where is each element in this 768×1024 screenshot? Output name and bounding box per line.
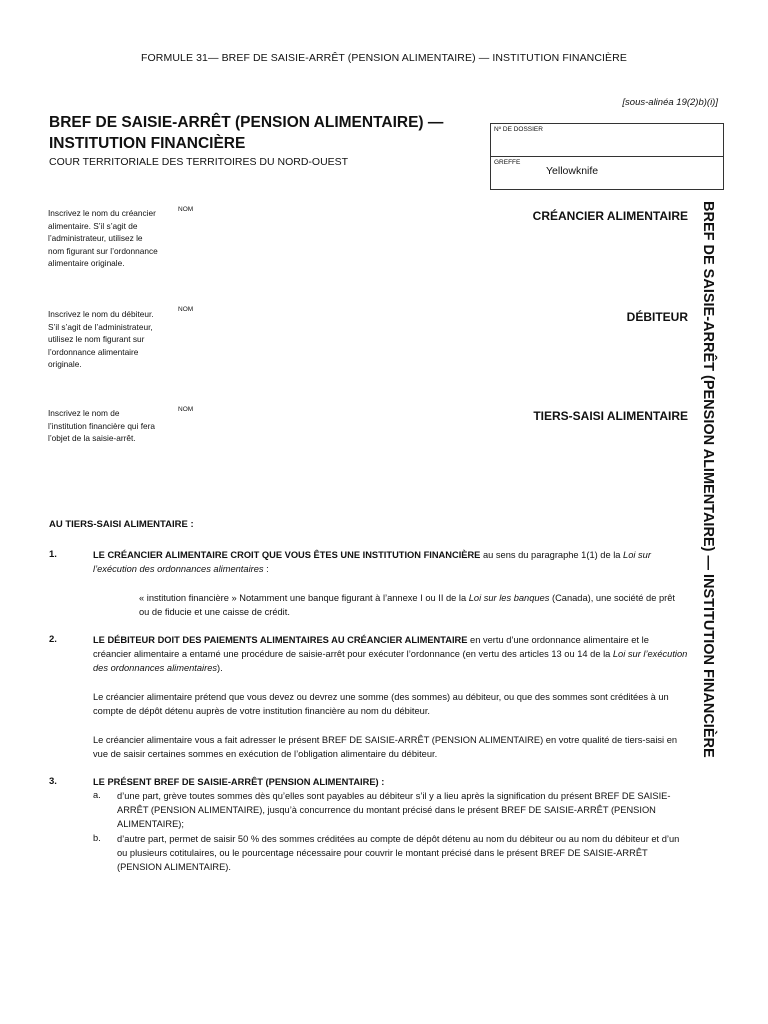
party-role-creditor: CRÉANCIER ALIMENTAIRE [532,209,688,223]
section-1-statute: Loi sur l’exécution des ordonnances alimentaires [93,550,651,574]
definition-quote-start: « institution financière » Notamment une banque figurant à l’annexe I ou II de la [139,593,469,603]
section-2-number: 2. [49,634,57,645]
section-2-statute: Loi sur l’exécution des ordonnances alimentaires [93,649,688,673]
definition-quote [139,591,684,619]
party-name-label-debtor: NOM [178,306,194,313]
party-role-debtor: DÉBITEUR [626,310,688,324]
party-role-garnishee: TIERS-SAISI ALIMENTAIRE [533,409,688,423]
section-2-paragraph-2: Le créancier alimentaire prétend que vous devez ou devrez une somme (des sommes) au débiteur, ou que des sommes sont créditées à un compte de dépôt détenu auprès de votre institution financière au nom du débiteur. [93,692,669,716]
section-1-heading: LE CRÉANCIER ALIMENTAIRE CROIT QUE VOUS ÊTES UNE INSTITUTION FINANCIÈRE [93,550,481,560]
party-instruction-creditor: Inscrivez le nom du créancier alimentaire. S’il s’agit de l’administrateur, utilisez le nom figurant sur l’ordonnance alimentaire originale. [48,208,158,268]
vertical-side-title: BREF DE SAISIE-ARRÊT (PENSION ALIMENTAIRE) — INSTITUTION FINANCIÈRE [700,201,716,758]
party-instruction-debtor: Inscrivez le nom du débiteur. S’il s’agit de l’administrateur, utilisez le nom figurant sur l’ordonnance alimentaire originale. [48,309,154,369]
section-3-heading [93,775,688,789]
document-title-line1: BREF DE SAISIE-ARRÊT (PENSION ALIMENTAIRE) — [49,114,444,131]
statute-reference: [sous-alinéa 19(2)b)(i)] [622,97,718,108]
definition-quote-end: (Canada), une société de prêt ou de fiducie et une caisse de crédit. [139,593,675,617]
court-name: COUR TERRITORIALE DES TERRITOIRES DU NORD-OUEST [49,156,349,168]
section-1-body: au sens du paragraphe 1(1) de la [480,550,624,560]
section-2-body: en vertu d’une ordonnance alimentaire et le créancier alimentaire a entamé une procédure de saisie-arrêt pour exécuter l’ordonnance (en vertu des articles 13 ou 14 de la [93,635,649,659]
party-instruction-garnishee: Inscrivez le nom de l’institution financière qui fera l’objet de la saisie-arrêt. [48,408,155,443]
section-1-text [93,548,688,576]
form-header: FORMULE 31— BREF DE SAISIE-ARRÊT (PENSION ALIMENTAIRE) — INSTITUTION FINANCIÈRE [141,52,627,64]
addressee-heading: AU TIERS-SAISI ALIMENTAIRE : [49,519,194,530]
section-1-number: 1. [49,549,57,560]
dossier-number-field[interactable] [490,123,724,159]
party-name-label-creditor: NOM [178,206,194,213]
section-3-heading-text: LE PRÉSENT BREF DE SAISIE-ARRÊT (PENSION ALIMENTAIRE) : [93,777,385,787]
party-name-label-garnishee: NOM [178,406,194,413]
section-2-text [93,633,688,675]
section-2-paragraph-3: Le créancier alimentaire vous a fait adresser le présent BREF DE SAISIE-ARRÊT (PENSION ALIMENTAIRE) en votre qualité de tiers-saisi en vue de saisir certaines sommes en exécution de l’obligation alimentaire du débiteur. [93,735,678,759]
section-2-end: ). [217,663,223,673]
section-2-heading: LE DÉBITEUR DOIT DES PAIEMENTS ALIMENTAIRES AU CRÉANCIER ALIMENTAIRE [93,635,468,645]
dossier-number-label: Nº DE DOSSIER [494,126,543,133]
registry-label: GREFFE [494,159,521,166]
definition-quote-statute: Loi sur les banques [468,593,550,603]
document-title [49,112,459,154]
section-1-end: : [263,564,269,574]
registry-field[interactable] [490,156,724,190]
section-3-item-b-label: b. [93,833,101,843]
section-3-number: 3. [49,776,57,787]
section-3-item-a-label: a. [93,790,101,800]
document-title-line2: INSTITUTION FINANCIÈRE [49,135,246,152]
registry-value: Yellowknife [546,165,599,177]
section-3-item-a-text: d’une part, grève toutes sommes dès qu’elles sont payables au débiteur s’il y a lieu après la signification du présent BREF DE SAISIE-ARRÊT (PENSION ALIMENTAIRE), jusqu’à concurrence du montant précisé dans le présent BREF DE SAISIE-ARRÊT (PENSION ALIMENTAIRE); [117,791,671,829]
section-3-item-b-text: d’autre part, permet de saisir 50 % des sommes créditées au compte de dépôt détenu au nom du débiteur ou au nom du débiteur et d’un ou plusieurs cotitulaires, ou le pourcentage nécessaire pour couvrir le montant précisé dans le présent BREF DE SAISIE-ARRÊT (PENSION ALIMENTAIRE). [117,834,680,872]
